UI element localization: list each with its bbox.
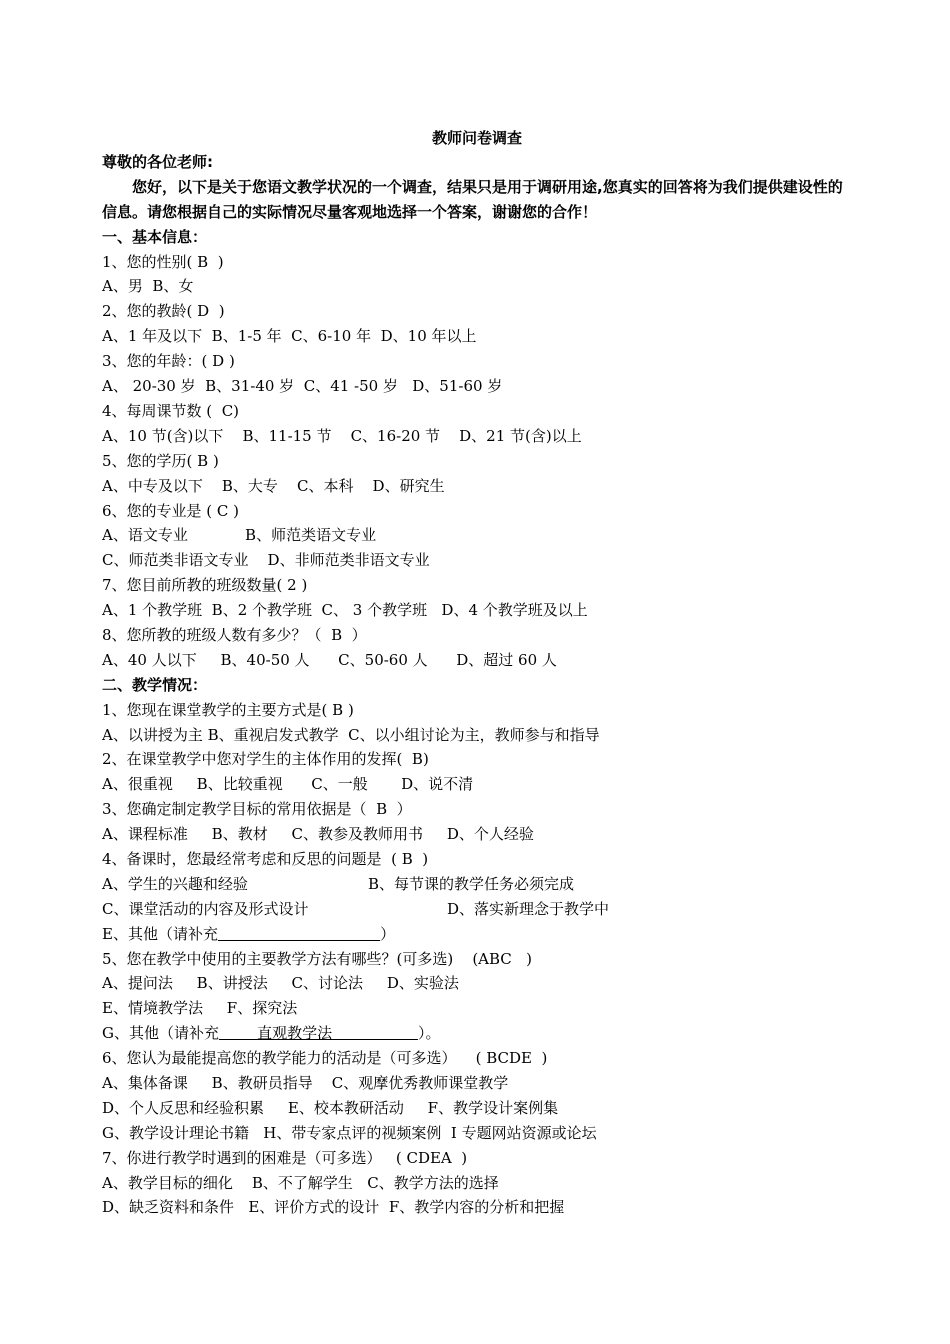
text-line: A、语文专业 B、师范类语文专业	[102, 526, 377, 545]
q4-options-row1	[102, 872, 852, 897]
q4-other-suffix: ）	[380, 924, 396, 943]
text-line: D、个人反思和经验积累 E、校本教研活动 F、教学设计案例集	[102, 1098, 559, 1117]
text-line: 4、每周课节数 ( C)	[102, 401, 240, 420]
q4-option-other	[102, 922, 852, 947]
q5-other-blank: 直观教学法	[218, 1024, 418, 1043]
text-line: A、以讲授为主 B、重视启发式教学 C、以小组讨论为主，教师参与和指导	[102, 725, 600, 744]
text-line: A、 20-30 岁 B、31-40 岁 C、41 -50 岁 D、51-60 岁	[102, 377, 503, 396]
text-line: A、提问法 B、讲授法 C、讨论法 D、实验法	[102, 974, 459, 993]
text-line: 6、您的专业是 ( C )	[102, 501, 240, 520]
q4-options-row2	[102, 897, 852, 922]
q5-option-other	[102, 1021, 852, 1046]
text-line: 2、您的教龄( D )	[102, 302, 225, 321]
text-line: 3、您确定制定教学目标的常用依据是（ B ）	[102, 800, 412, 819]
survey-document	[102, 126, 852, 1220]
text-line: 1、您现在课堂教学的主要方式是( B )	[102, 700, 354, 719]
greeting: 尊敬的各位老师:	[102, 153, 213, 171]
q4-option-a: A、学生的兴趣和经验	[102, 874, 248, 893]
text-line: 6、您认为最能提高您的教学能力的活动是（可多选） ( BCDE )	[102, 1049, 548, 1068]
section1-body	[102, 250, 852, 673]
text-line: 4、备课时，您最经常考虑和反思的问题是 ( B )	[102, 849, 429, 868]
text-line: G、教学设计理论书籍 H、带专家点评的视频案例 I 专题网站资源或论坛	[102, 1123, 597, 1142]
q4-option-c: C、课堂活动的内容及形式设计	[102, 899, 309, 918]
q5-other-prefix: G、其他（请补充	[102, 1024, 219, 1043]
q4-option-d: D、落实新理念于教学中	[447, 899, 610, 918]
text-line: 3、您的年龄：( D )	[102, 352, 235, 371]
text-line: 8、您所教的班级人数有多少？（ B ）	[102, 625, 367, 644]
text-line: A、40 人以下 B、40-50 人 C、50-60 人 D、超过 60 人	[102, 650, 557, 669]
text-line: A、课程标准 B、教材 C、教参及教师用书 D、个人经验	[102, 825, 534, 844]
text-line: A、1 个教学班 B、2 个教学班 C、 3 个教学班 D、4 个教学班及以上	[102, 601, 588, 620]
section1-heading: 一、基本信息：	[102, 227, 208, 246]
text-line: 2、在课堂教学中您对学生的主体作用的发挥( B)	[102, 750, 429, 769]
q4-other-blank	[218, 925, 380, 943]
text-line: 7、您目前所教的班级数量( 2 )	[102, 576, 308, 595]
q5-other-suffix: ）。	[417, 1024, 441, 1043]
section2-heading: 二、教学情况：	[102, 675, 208, 694]
text-line: E、情境教学法 F、探究法	[102, 999, 298, 1018]
text-line: A、中专及以下 B、大专 C、本科 D、研究生	[102, 476, 445, 495]
page-title: 教师问卷调查	[431, 129, 522, 147]
text-line: A、很重视 B、比较重视 C、一般 D、说不清	[102, 775, 474, 794]
q4-other-prefix: E、其他（请补充	[102, 924, 218, 943]
text-line: A、集体备课 B、教研员指导 C、观摩优秀教师课堂教学	[102, 1073, 509, 1092]
section2-body	[102, 698, 852, 1221]
text-line: 5、您在教学中使用的主要教学方法有哪些？(可多选) (ABC )	[102, 949, 532, 968]
text-line: D、缺乏资料和条件 E、评价方式的设计 F、教学内容的分析和把握	[102, 1198, 565, 1217]
text-line: 1、您的性别( B )	[102, 252, 224, 271]
text-line: A、10 节(含)以下 B、11-15 节 C、16-20 节 D、21 节(含)以上	[102, 426, 582, 445]
text-line: A、男 B、女	[102, 277, 194, 296]
text-line: 5、您的学历( B )	[102, 451, 219, 470]
text-line: A、教学目标的细化 B、不了解学生 C、教学方法的选择	[102, 1173, 499, 1192]
text-line: C、师范类非语文专业 D、非师范类非语文专业	[102, 551, 430, 570]
text-line: 7、你进行教学时遇到的困难是（可多选） ( CDEA )	[102, 1148, 468, 1167]
q4-option-b: B、每节课的教学任务必须完成	[368, 874, 575, 893]
text-line: A、1 年及以下 B、1-5 年 C、6-10 年 D、10 年以上	[102, 327, 477, 346]
intro-paragraph: 您好，以下是关于您语文教学状况的一个调查，结果只是用于调研用途,您真实的回答将为我们提供建设性的信息。请您根据自己的实际情况尽量客观地选择一个答案，谢谢您的合作！	[102, 177, 843, 221]
